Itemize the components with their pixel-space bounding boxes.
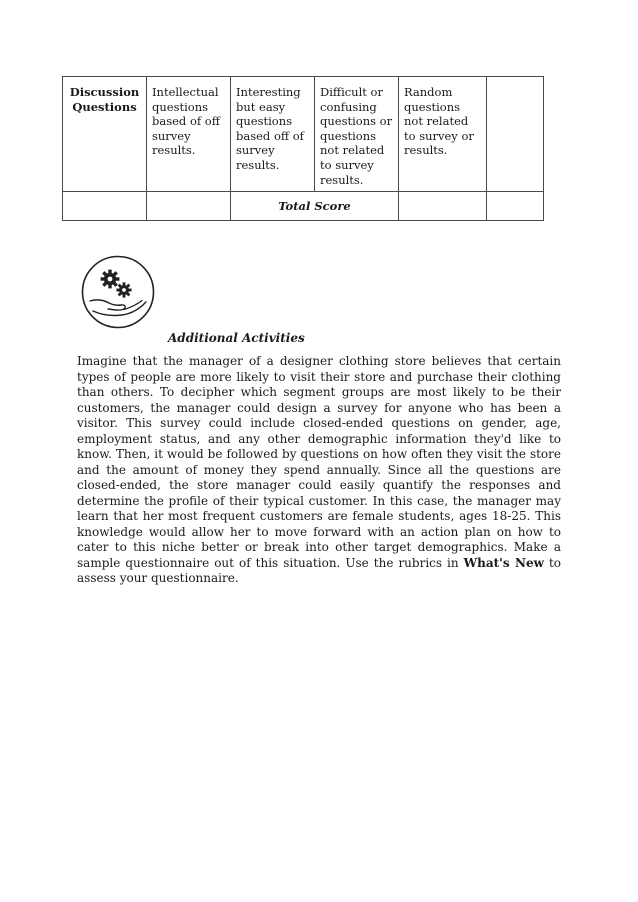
whats-new-reference: What's New — [463, 555, 544, 570]
level-cell: Difficult or confusing questions or questions not related to survey results. — [315, 77, 399, 192]
level-cell: Interesting but easy questions based off of survey results. — [231, 77, 315, 192]
paragraph-body: Imagine that the manager of a designer clothing store believes that certain types of people are more likely to visit their store and purchase their clothing than others. To decipher which segment groups are most likely to be their customers, the manager could design a survey for anyone who has been a visitor. This survey could include closed-ended questions on gender, age, employment status, and any other demographic information they'd like to know. Then, it would be followed by questions on how often they visit the store and the amount of money they spend annually. Since all the questions are closed-ended, the store manager could easily quantify the responses and determine the profile of their typical customer. In this case, the manager may learn that her most frequent customers are female students, ages 18-25. This knowledge would allow her to move forward with an action plan on how to cater to this niche better or break into other target demographics. Make a sample questionnaire out of this situation. Use the rubrics in — [77, 354, 561, 570]
rubric-row-total — [63, 192, 544, 221]
empty-cell — [399, 192, 487, 221]
gears-in-hand-icon — [80, 254, 156, 330]
section-title: Additional Activities — [168, 331, 305, 345]
score-cell — [487, 77, 544, 192]
criterion-cell: Discussion Questions — [63, 77, 147, 192]
level-cell: Random questions not related to survey or results. — [399, 77, 487, 192]
activity-paragraph — [77, 354, 561, 587]
total-score-cell — [487, 192, 544, 221]
level-cell: Intellectual questions based of off survey results. — [147, 77, 231, 192]
empty-cell — [63, 192, 147, 221]
total-score-label: Total Score — [231, 192, 399, 221]
paragraph-tail: to assess your questionnaire. — [77, 555, 561, 585]
empty-cell — [147, 192, 231, 221]
rubric-row-discussion — [63, 77, 544, 192]
rubric-table — [62, 76, 544, 221]
